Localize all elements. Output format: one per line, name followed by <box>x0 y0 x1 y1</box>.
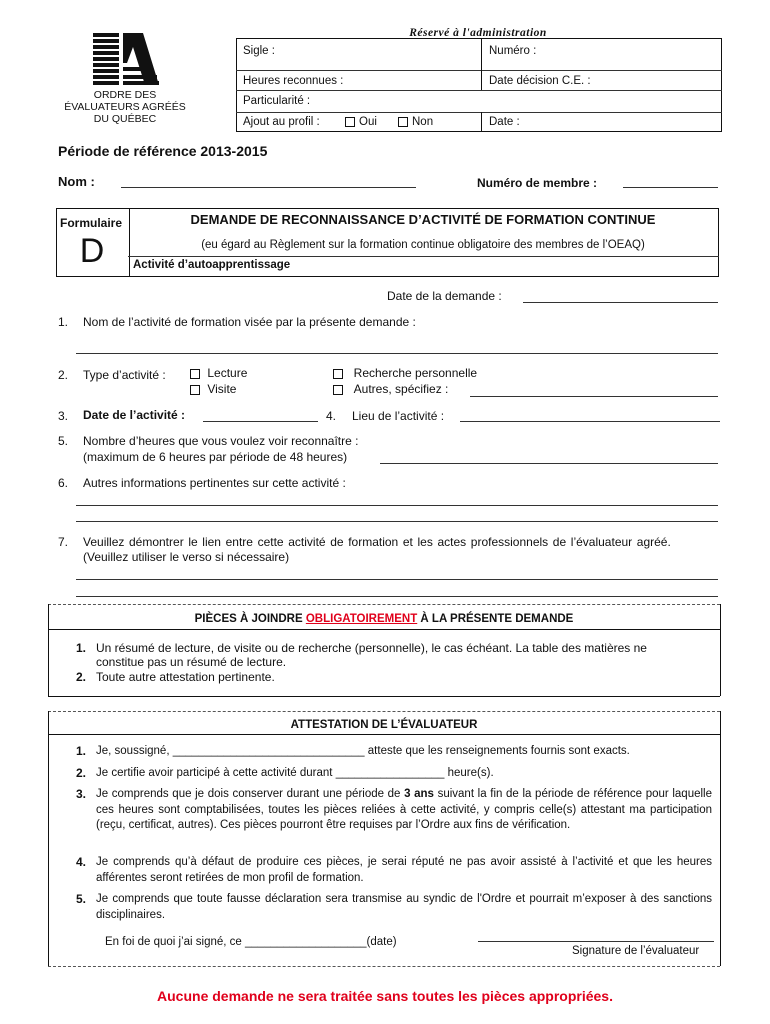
q7-label: Veuillez démontrer le lien entre cette activité de formation et les actes professionnels de l’évaluateur agréé. <box>83 535 671 549</box>
checkbox-icon[interactable] <box>333 369 343 379</box>
q7-number: 7. <box>58 535 69 549</box>
q7-field-1[interactable] <box>76 579 718 580</box>
checkbox-icon[interactable] <box>398 117 408 127</box>
checkbox-icon[interactable] <box>190 369 200 379</box>
heures-field[interactable] <box>380 463 718 464</box>
q5-note: (maximum de 6 heures par période de 48 heures) <box>83 450 348 464</box>
att1-number: 1. <box>76 744 87 758</box>
admin-date-decision: Date décision C.E. : <box>489 75 591 87</box>
admin-particularite: Particularité : <box>243 95 311 107</box>
period-title: Période de référence 2013-2015 <box>58 143 268 159</box>
att1-text: Je, soussigné, ______________________________ atteste que les renseignements fournis sont exacts. <box>96 745 630 757</box>
signed-date: En foi de quoi j’ai signé, ce ___________________(date) <box>105 936 397 948</box>
att5-number: 5. <box>76 892 87 906</box>
logo-org-line1: ORDRE DES <box>93 89 157 101</box>
form-title: DEMANDE DE RECONNAISSANCE D’ACTIVITÉ DE FORMATION CONTINUE <box>190 212 656 227</box>
q3-label: Date de l’activité : <box>83 408 186 422</box>
att5-text: Je comprends que toute fausse déclaration sera transmise au syndic de l'Ordre et pourrait m’exposer à des sanctions disciplinaires. <box>96 893 712 921</box>
q1-number: 1. <box>58 315 69 329</box>
date-demande-label: Date de la demande : <box>387 289 502 303</box>
q3-number: 3. <box>58 409 69 423</box>
checkbox-icon[interactable] <box>190 385 200 395</box>
autres-field[interactable] <box>470 396 718 397</box>
membre-label: Numéro de membre : <box>477 176 598 190</box>
att2-text: Je certifie avoir participé à cette activité durant _________________ heure(s). <box>96 767 494 779</box>
admin-non-option[interactable]: Non <box>398 116 433 128</box>
formulaire-label: Formulaire <box>60 216 123 230</box>
form-subtitle: (eu égard au Règlement sur la formation continue obligatoire des membres de l’OEAQ) <box>201 239 645 251</box>
piece2-number: 2. <box>76 670 87 684</box>
admin-oui-option[interactable]: Oui <box>345 116 377 128</box>
nom-label: Nom : <box>58 174 95 189</box>
att4-number: 4. <box>76 855 87 869</box>
q5-number: 5. <box>58 434 69 448</box>
q1-label: Nom de l’activité de formation visée par la présente demande : <box>83 315 416 329</box>
signature-label: Signature de l’évaluateur <box>572 945 700 957</box>
admin-date: Date : <box>489 116 520 128</box>
piece1-text-cont: constitue pas un résumé de lecture. <box>96 655 287 669</box>
option-lecture[interactable]: Lecture <box>190 366 247 380</box>
piece2-text: Toute autre attestation pertinente. <box>96 670 275 684</box>
admin-sigle: Sigle : <box>243 45 275 57</box>
logo-mark <box>93 33 159 87</box>
checkbox-icon[interactable] <box>333 385 343 395</box>
logo-org-line3: DU QUÉBEC <box>93 113 157 125</box>
obligatoirement-emphasis: OBLIGATOIREMENT <box>305 613 418 625</box>
q1-field[interactable] <box>76 353 718 354</box>
piece1-number: 1. <box>76 641 87 655</box>
admin-header: Réservé à l'administration <box>409 27 547 39</box>
admin-ajout: Ajout au profil : <box>243 116 320 128</box>
q7-field-2[interactable] <box>76 596 718 597</box>
att3-text: Je comprends que je dois conserver durant une période de 3 ans suivant la fin de la période de référence pour laquelle ces heures sont comptabilisées, toutes les pièces reliées à cette activité, y compris celle(s) attestant ma participation (reçu, certificat, autres). Ces pièces pourront être requises par l’Ordre aux fins de vérification. <box>96 788 712 831</box>
q4-label: Lieu de l’activité : <box>352 409 445 423</box>
piece1-text: Un résumé de lecture, de visite ou de recherche (personnelle), le cas échéant. La table des matières ne <box>96 641 647 655</box>
q2-number: 2. <box>58 368 69 382</box>
membre-field[interactable] <box>623 187 718 188</box>
q6-label: Autres informations pertinentes sur cette activité : <box>83 476 346 490</box>
admin-numero: Numéro : <box>489 45 537 57</box>
att4-text: Je comprends qu’à défaut de produire ces pièces, je serai réputé ne pas avoir assisté à l’activité et que les heures afférentes seront retirées de mon profil de formation. <box>96 856 712 884</box>
q6-field-2[interactable] <box>76 521 718 522</box>
q6-field-1[interactable] <box>76 505 718 506</box>
date-demande-field[interactable] <box>523 302 718 303</box>
attestation-title: ATTESTATION DE L’ÉVALUATEUR <box>290 719 478 731</box>
admin-heures: Heures reconnues : <box>243 75 344 87</box>
footer-warning: Aucune demande ne sera traitée sans toutes les pièces appropriées. <box>157 988 613 1004</box>
lieu-field[interactable] <box>460 421 720 422</box>
option-recherche[interactable]: Recherche personnelle <box>333 366 477 380</box>
option-autres[interactable]: Autres, spécifiez : <box>333 382 448 396</box>
checkbox-icon[interactable] <box>345 117 355 127</box>
att2-number: 2. <box>76 766 87 780</box>
option-visite[interactable]: Visite <box>190 382 236 396</box>
q6-number: 6. <box>58 476 69 490</box>
form-letter: D <box>79 232 105 270</box>
activity-type: Activité d’autoapprentissage <box>133 259 291 271</box>
q4-number: 4. <box>326 409 337 423</box>
logo-org-line2: ÉVALUATEURS AGRÉÉS <box>64 101 186 113</box>
q7-note: (Veuillez utiliser le verso si nécessaire) <box>83 550 290 564</box>
nom-field[interactable] <box>121 187 416 188</box>
pieces-title: PIÈCES À JOINDRE OBLIGATOIREMENT À LA PRÉSENTE DEMANDE <box>194 613 574 625</box>
q2-label: Type d’activité : <box>83 368 166 382</box>
signature-field[interactable] <box>478 941 714 942</box>
q5-label: Nombre d’heures que vous voulez voir reconnaître : <box>83 434 359 448</box>
date-activite-field[interactable] <box>203 421 318 422</box>
att3-number: 3. <box>76 787 87 801</box>
